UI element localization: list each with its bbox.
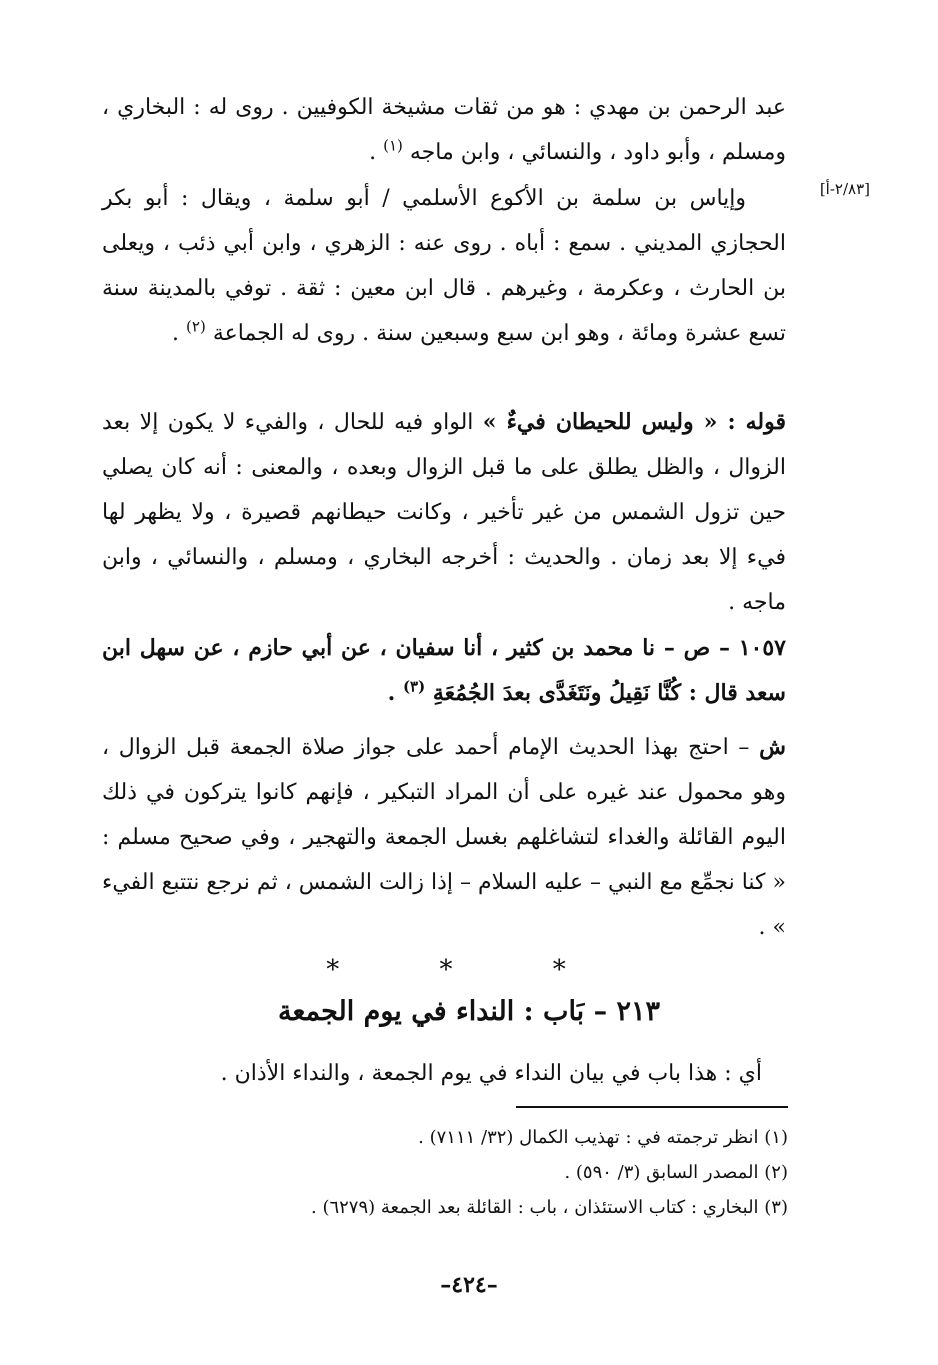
paragraph-end: . [172, 321, 187, 346]
paragraph-sharh [102, 725, 786, 950]
paragraph-text: الواو فيه للحال ، والفيء لا يكون إلا بعد الزوال ، والظل يطلق على ما قبل الزوال وبعده ، والمعنى : أنه كان يصلي حين تزول الشمس من غير تأخير ، وكانت حيطانهم قصيرة ، ولا يظهر لها فيء إلا بعد زمان . والحديث : أخرجه البخاري ، ومسلم ، والنسائي ، وابن ماجه . [102, 410, 786, 615]
footnote-divider [516, 1106, 788, 1108]
paragraph-text: – احتج بهذا الحديث الإمام أحمد على جواز صلاة الجمعة قبل الزوال ، وهو محمول عند غيره على أن المراد التبكير ، فإنهم كانوا يتركون في ذلك اليوم القائلة والغداء لتشاغلهم بغسل الجمعة والتهجير ، وفي صحيح مسلم : « كنا نجمِّع مع النبي – عليه السلام – إذا زالت الشمس ، ثم نرجع نتتبع الفيء » . [102, 735, 786, 940]
footnote-marker-3[interactable]: (٣) [402, 677, 426, 696]
footnote-2: (٢) المصدر السابق (٣/ ٥٩٠) . [564, 1162, 788, 1183]
footnote-1: (١) انظر ترجمته في : تهذيب الكمال (٣٢/ ٧١١١) . [418, 1127, 788, 1148]
hadith-1057 [102, 626, 786, 716]
paragraph-end: . [387, 680, 403, 706]
footnote-3: (٣) البخاري : كتاب الاستئذان ، باب : القائلة بعد الجمعة (٦٢٧٩) . [311, 1197, 788, 1218]
sharh-marker: ش [759, 734, 786, 760]
quoted-phrase: قوله : « وليس للحيطان فيءٌ » [482, 409, 786, 435]
paragraph-iyas [102, 176, 786, 356]
hadith-text: ١٠٥٧ – ص – نا محمد بن كثير ، أنا سفيان ، عن أبي حازم ، عن سهل ابن سعد قال : كُنَّا نَقِيلُ ونَتَغَدَّى بعدَ الجُمُعَةِ [102, 635, 786, 706]
chapter-intro [102, 1051, 786, 1096]
footnote-marker-1[interactable]: (١) [383, 136, 403, 155]
margin-reference: [٢/٨٣-أ] [819, 180, 870, 198]
paragraph-end: . [369, 140, 384, 165]
paragraph-text: عبد الرحمن بن مهدي : هو من ثقات مشيخة الكوفيين . روى له : البخاري ، ومسلم ، وأبو داود ، والنسائي ، وابن ماجه [102, 95, 786, 165]
page-number: –٤٢٤– [440, 1272, 498, 1298]
paragraph-text: وإياس بن سلمة بن الأكوع الأسلمي / أبو سلمة ، ويقال : أبو بكر الحجازي المديني . سمع : أباه . روى عنه : الزهري ، وابن أبي ذئب ، ويعلى بن الحارث ، وعكرمة ، وغيرهم . قال ابن معين : ثقة . توفي بالمدينة سنة تسع عشرة ومائة ، وهو ابن سبع وسبعين سنة . روى له الجماعة [102, 186, 786, 346]
section-separator: * * * [326, 955, 612, 985]
footnote-marker-2[interactable]: (٢) [186, 317, 206, 336]
paragraph-abd-al-rahman [102, 85, 786, 175]
chapter-title: ٢١٣ – بَاب : النداء في يوم الجمعة [277, 996, 661, 1027]
chapter-intro-text: أي : هذا باب في بيان النداء في يوم الجمعة ، والنداء الأذان . [220, 1061, 762, 1086]
paragraph-commentary-shade [102, 400, 786, 625]
